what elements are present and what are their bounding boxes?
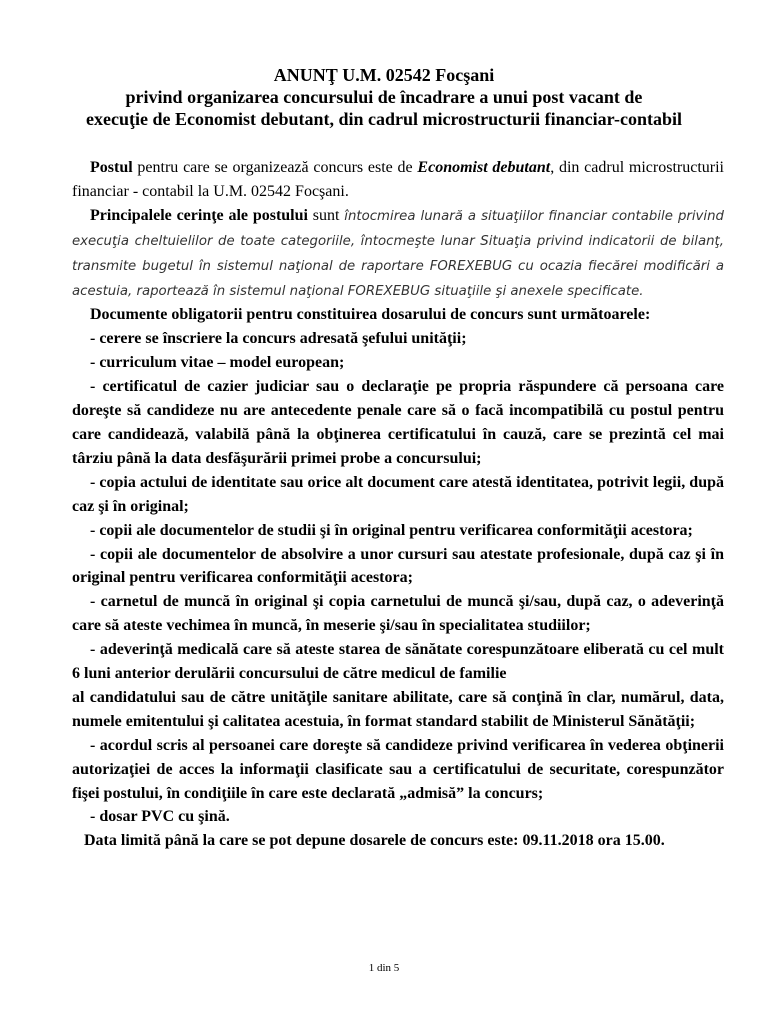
announcement-title: ANUNŢ U.M. 02542 Focşani	[273, 65, 495, 85]
submission-deadline: Data limită până la care se pot depune dosarele de concurs este: 09.11.2018 ora 15.00.	[84, 832, 665, 850]
post-paragraph	[72, 156, 724, 204]
documents-list	[72, 327, 724, 829]
document-item: - curriculum vitae – model european;	[90, 354, 345, 372]
requirements-connector: sunt	[307, 206, 345, 224]
post-role: Economist debutant	[417, 159, 551, 176]
document-item: - copii ale documentelor de absolvire a unor cursuri sau atestate profesionale, după caz şi în original pentru verificarea conformităţii acestora;	[72, 545, 724, 587]
page-number: 1 din 5	[368, 962, 400, 974]
document-item-continuation: al candidatului sau de către unităţile sanitare abilitate, care să conţină în clar, numărul, data, numele emitentului şi calitatea acestuia, în format standard stabilit de Ministerul Sănătăţii;	[72, 688, 724, 730]
requirements-lead: Principalele cerinţe ale postului	[90, 206, 308, 224]
document-item: - copii ale documentelor de studii şi în original pentru verificarea conformităţii acestora;	[90, 521, 693, 539]
post-text-tail: , din cadrul microstructurii financiar - contabil la U.M. 02542 Focşani.	[72, 159, 725, 200]
announcement-header	[0, 64, 768, 130]
post-text: pentru care se organizează concurs este de	[132, 159, 418, 176]
announcement-subtitle-line-2: execuţie de Economist debutant, din cadrul microstructurii financiar-contabil	[86, 109, 682, 129]
document-item: - adeverinţă medicală care să ateste starea de sănătate corespunzătoare eliberată cu cel mult 6 luni anterior derulării concursului de către medicul de familie	[72, 641, 724, 683]
document-item: - acordul scris al persoanei care doreşte să candideze privind verificarea în vederea obţinerii autorizaţiei de acces la informaţii clasificate sau a certificatului de securitate, corespunzător fişei postului, în condiţiile în care este declarată „admisă” la concurs;	[72, 736, 724, 802]
document-item: - cerere se înscriere la concurs adresată şefului unităţii;	[90, 330, 467, 348]
document-item: - dosar PVC cu şină.	[90, 808, 230, 826]
post-lead: Postul	[90, 159, 133, 176]
document-item: - copia actului de identitate sau orice alt document care atestă identitatea, potrivit legii, după caz şi în original;	[72, 473, 724, 515]
requirements-paragraph	[72, 204, 724, 304]
document-item: - carnetul de muncă în original şi copia carnetului de muncă şi/sau, după caz, o adeverinţă care să ateste vechimea în muncă, în meserie şi/sau în specialitatea studiilor;	[72, 593, 724, 635]
announcement-body	[72, 156, 724, 853]
announcement-subtitle-line-1: privind organizarea concursului de încadrare a unui post vacant de	[125, 87, 643, 107]
requirements-description: întocmirea lunară a situaţiilor financiar contabile privind execuţia cheltuielilor de toate categoriile, întocmeşte lunar Situaţia privind indicatorii de bilanţ, transmite bugetul în sistemul naţional de raportare FOREXEBUG cu ocazia fiecărei modificări a acestuia, raportează în sistemul naţional FOREXEBUG situaţiile şi anexele specificate.	[72, 208, 724, 299]
document-item: - certificatul de cazier judiciar sau o declaraţie pe propria răspundere că persoana care doreşte să candideze nu are antecedente penale care să o facă incompatibilă cu postul pentru care candidează, valabilă până la obţinerea certificatului în cauză, care se prezintă cel mai târziu până la data desfăşurării primei probe a concursului;	[72, 378, 724, 467]
documents-heading: Documente obligatorii pentru constituirea dosarului de concurs sunt următoarele:	[90, 306, 651, 324]
